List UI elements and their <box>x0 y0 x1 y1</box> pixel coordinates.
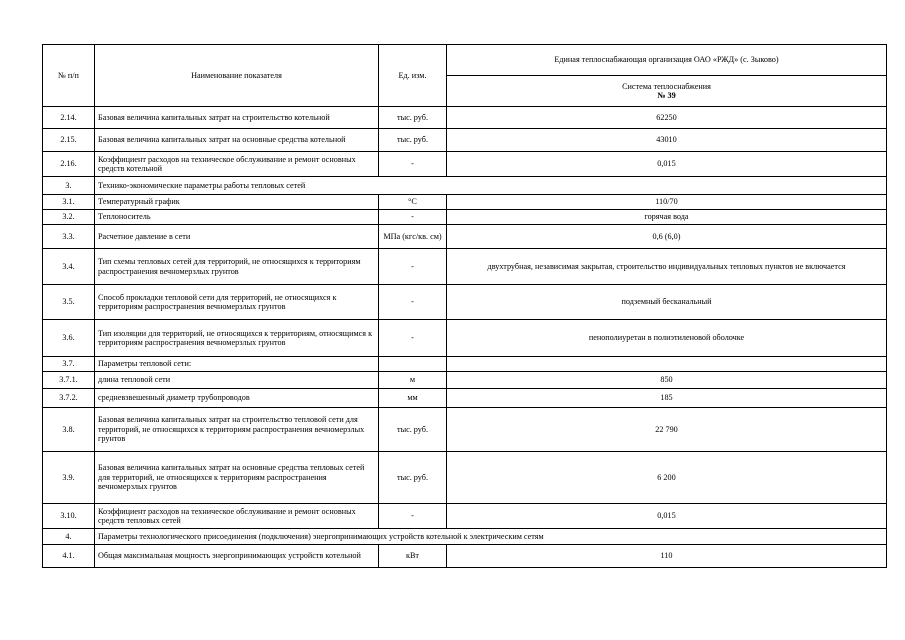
table-row <box>43 249 887 285</box>
row-num: 3.10. <box>43 504 95 529</box>
row-value: подземный бесканальный <box>447 285 887 320</box>
row-name: длина тепловой сети <box>95 372 379 389</box>
row-unit: - <box>379 320 447 357</box>
table-row <box>43 389 887 408</box>
row-num: 3.7.2. <box>43 389 95 408</box>
row-value: 0,6 (6,0) <box>447 225 887 249</box>
row-unit: тыс. руб. <box>379 107 447 129</box>
row-value: пенополиуретан в полиэтиленовой оболочке <box>447 320 887 357</box>
row-value: 110/70 <box>447 195 887 210</box>
section-num: 3. <box>43 177 95 195</box>
row-value <box>447 357 887 372</box>
table-row <box>43 372 887 389</box>
row-value: 850 <box>447 372 887 389</box>
row-num: 3.7. <box>43 357 95 372</box>
header-system-label: Система теплоснабжения <box>622 81 711 91</box>
row-num: 3.3. <box>43 225 95 249</box>
row-name: Базовая величина капитальных затрат на строительство тепловой сети для территорий, не относящихся к территориям распространения вечномерзлых грунтов <box>95 408 379 452</box>
row-name: Базовая величина капитальных затрат на основные средства котельной <box>95 129 379 152</box>
table-row <box>43 504 887 529</box>
header-system <box>447 76 887 107</box>
row-value: 43010 <box>447 129 887 152</box>
row-name: Базовая величина капитальных затрат на основные средства тепловых сетей для территорий, не относящихся к территориям распространения вечномерзлых грунтов <box>95 452 379 504</box>
section-num: 4. <box>43 529 95 545</box>
row-value: 185 <box>447 389 887 408</box>
row-num: 3.1. <box>43 195 95 210</box>
row-num: 4.1. <box>43 545 95 568</box>
row-value: 110 <box>447 545 887 568</box>
table-row <box>43 545 887 568</box>
row-name: Коэффициент расходов на техническое обслуживание и ремонт основных средств тепловых сетей <box>95 504 379 529</box>
section-title: Параметры технологического присоединения (подключения) энергопринимающих устройств котельной к электрическим сетям <box>95 529 887 545</box>
row-unit: - <box>379 210 447 225</box>
row-num: 3.9. <box>43 452 95 504</box>
table-row <box>43 210 887 225</box>
row-name: Расчетное давление в сети <box>95 225 379 249</box>
header-org: Единая теплоснабжающая организация ОАО «РЖД» (с. Зыково) <box>447 45 887 76</box>
row-unit: кВт <box>379 545 447 568</box>
row-num: 2.16. <box>43 152 95 177</box>
row-num: 3.4. <box>43 249 95 285</box>
row-name: Температурный график <box>95 195 379 210</box>
row-unit: мм <box>379 389 447 408</box>
row-value: 22 790 <box>447 408 887 452</box>
row-unit: МПа (кгс/кв. см) <box>379 225 447 249</box>
row-unit: тыс. руб. <box>379 452 447 504</box>
row-unit: тыс. руб. <box>379 129 447 152</box>
table-row <box>43 152 887 177</box>
row-name: Тип схемы тепловых сетей для территорий, не относящихся к территориям распространения вечномерзлых грунтов <box>95 249 379 285</box>
row-unit: - <box>379 152 447 177</box>
row-value: 6 200 <box>447 452 887 504</box>
row-value: 0,015 <box>447 152 887 177</box>
section-row <box>43 177 887 195</box>
section-title: Технико-экономические параметры работы тепловых сетей <box>95 177 887 195</box>
header-num: № п/п <box>43 45 95 107</box>
row-unit: м <box>379 372 447 389</box>
table-row <box>43 195 887 210</box>
row-num: 3.8. <box>43 408 95 452</box>
row-name: Базовая величина капитальных затрат на строительство котельной <box>95 107 379 129</box>
row-name: Коэффициент расходов на техническое обслуживание и ремонт основных средств котельной <box>95 152 379 177</box>
row-unit: тыс. руб. <box>379 408 447 452</box>
row-unit: °С <box>379 195 447 210</box>
row-name: Общая максимальная мощность энергопринимающих устройств котельной <box>95 545 379 568</box>
section-row <box>43 529 887 545</box>
row-num: 3.6. <box>43 320 95 357</box>
row-unit: - <box>379 504 447 529</box>
row-num: 3.7.1. <box>43 372 95 389</box>
row-value: 0,015 <box>447 504 887 529</box>
row-value: двухтрубная, независимая закрытая, строительство индивидуальных тепловых пунктов не включается <box>447 249 887 285</box>
row-num: 2.15. <box>43 129 95 152</box>
table-row <box>43 225 887 249</box>
row-unit <box>379 357 447 372</box>
row-name: Теплоноситель <box>95 210 379 225</box>
table-row <box>43 107 887 129</box>
row-name: Параметры тепловой сети: <box>95 357 379 372</box>
table-row <box>43 320 887 357</box>
table-row <box>43 452 887 504</box>
row-value: 62250 <box>447 107 887 129</box>
row-unit: - <box>379 249 447 285</box>
row-num: 3.5. <box>43 285 95 320</box>
row-unit: - <box>379 285 447 320</box>
table-row <box>43 408 887 452</box>
row-num: 2.14. <box>43 107 95 129</box>
table-row <box>43 285 887 320</box>
row-value: горячая вода <box>447 210 887 225</box>
row-name: Тип изоляции для территорий, не относящихся к территориям, относящимся к территориям распространения вечномерзлых грунтов <box>95 320 379 357</box>
header-unit: Ед. изм. <box>379 45 447 107</box>
row-num: 3.2. <box>43 210 95 225</box>
header-system-number: № 39 <box>657 91 676 100</box>
header-name: Наименование показателя <box>95 45 379 107</box>
table-row <box>43 129 887 152</box>
row-name: Способ прокладки тепловой сети для территорий, не относящихся к территориям распространения вечномерзлых грунтов <box>95 285 379 320</box>
indicator-table <box>42 44 887 568</box>
table-row <box>43 357 887 372</box>
row-name: средневзвешенный диаметр трубопроводов <box>95 389 379 408</box>
